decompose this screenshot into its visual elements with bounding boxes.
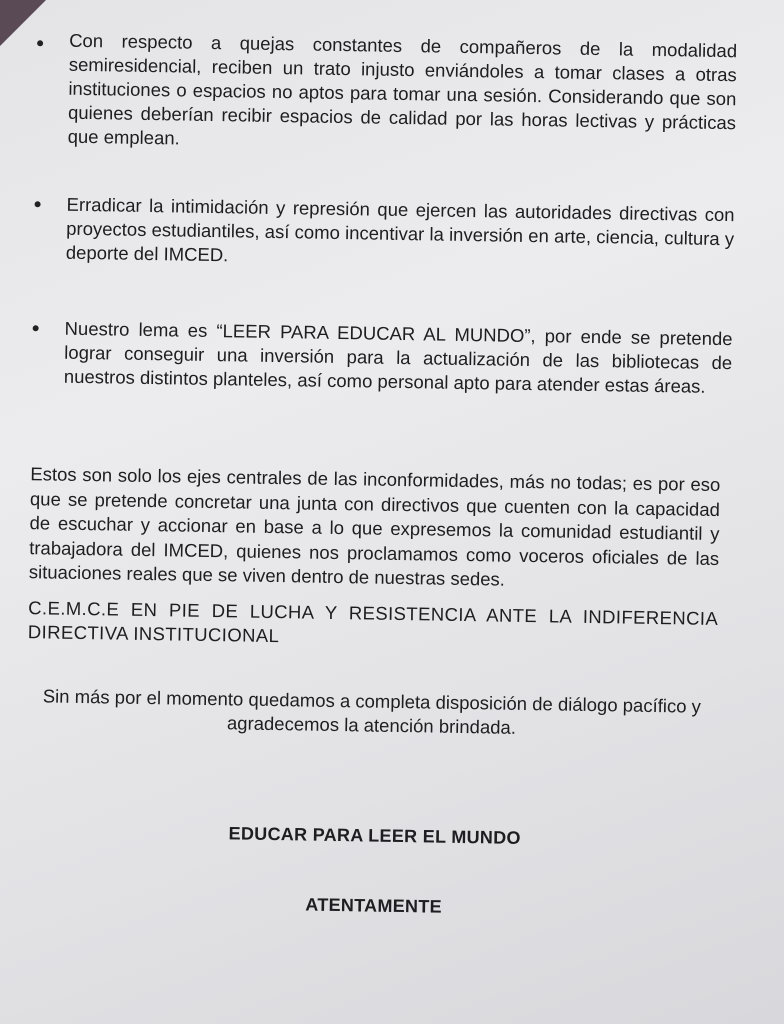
- motto-heading: EDUCAR PARA LEER EL MUNDO: [228, 823, 521, 848]
- bullet-text: Nuestro lema es “LEER PARA EDUCAR AL MUNDO”, por ende se pretende lograr conseguir una inversión para la actualización de las bibliotecas de nuestros distintos planteles, así como personal apto para atender estas áreas.: [63, 317, 733, 397]
- bullet-item-complaints: [35, 28, 737, 159]
- bullet-item-intimidation: [34, 192, 735, 275]
- slogan: C.E.M.C.E EN PIE DE LUCHA Y RESISTENCIA ANTE LA INDIFERENCIA DIRECTIVA INSTITUCIONAL: [27, 597, 719, 647]
- bullet-text: Erradicar la intimidación y represión que ejercen las autoridades directivas con proyectos estudiantiles, así como incentivar la inversión en arte, ciencia, cultura y deporte del IMCED.: [65, 193, 735, 266]
- bullet-text: Con respecto a quejas constantes de compañeros de la modalidad semiresidencial, reciben un trato injusto enviándoles a tomar clases a otras instituciones o espacios no aptos para tomar una sesión. Considerando que son quienes deberían recibir espacios de calidad por las horas lectivas y prácticas que emplean.: [67, 29, 738, 149]
- bullet-item-motto-libraries: [32, 316, 733, 399]
- sign-off: ATENTAMENTE: [305, 894, 443, 917]
- bullet-dot: [37, 40, 43, 46]
- summary-paragraph: Estos son solo los ejes centrales de las inconformidades, más no todas; es por eso que se pretende concretar una junta con directivos que cuenten con la capacidad de escuchar y accionar en base a lo que expresemos la comunidad estudiantil y trabajadora del IMCED, quienes nos proclamamos como voceros oficiales de las situaciones reales que se viven dentro de nuestras sedes.: [28, 463, 721, 590]
- bullet-dot: [35, 201, 41, 207]
- closing-text: Sin más por el momento quedamos a completa disposición de diálogo pacífico y agradecemos la atención brindada.: [42, 685, 702, 738]
- bullet-dot: [33, 325, 39, 331]
